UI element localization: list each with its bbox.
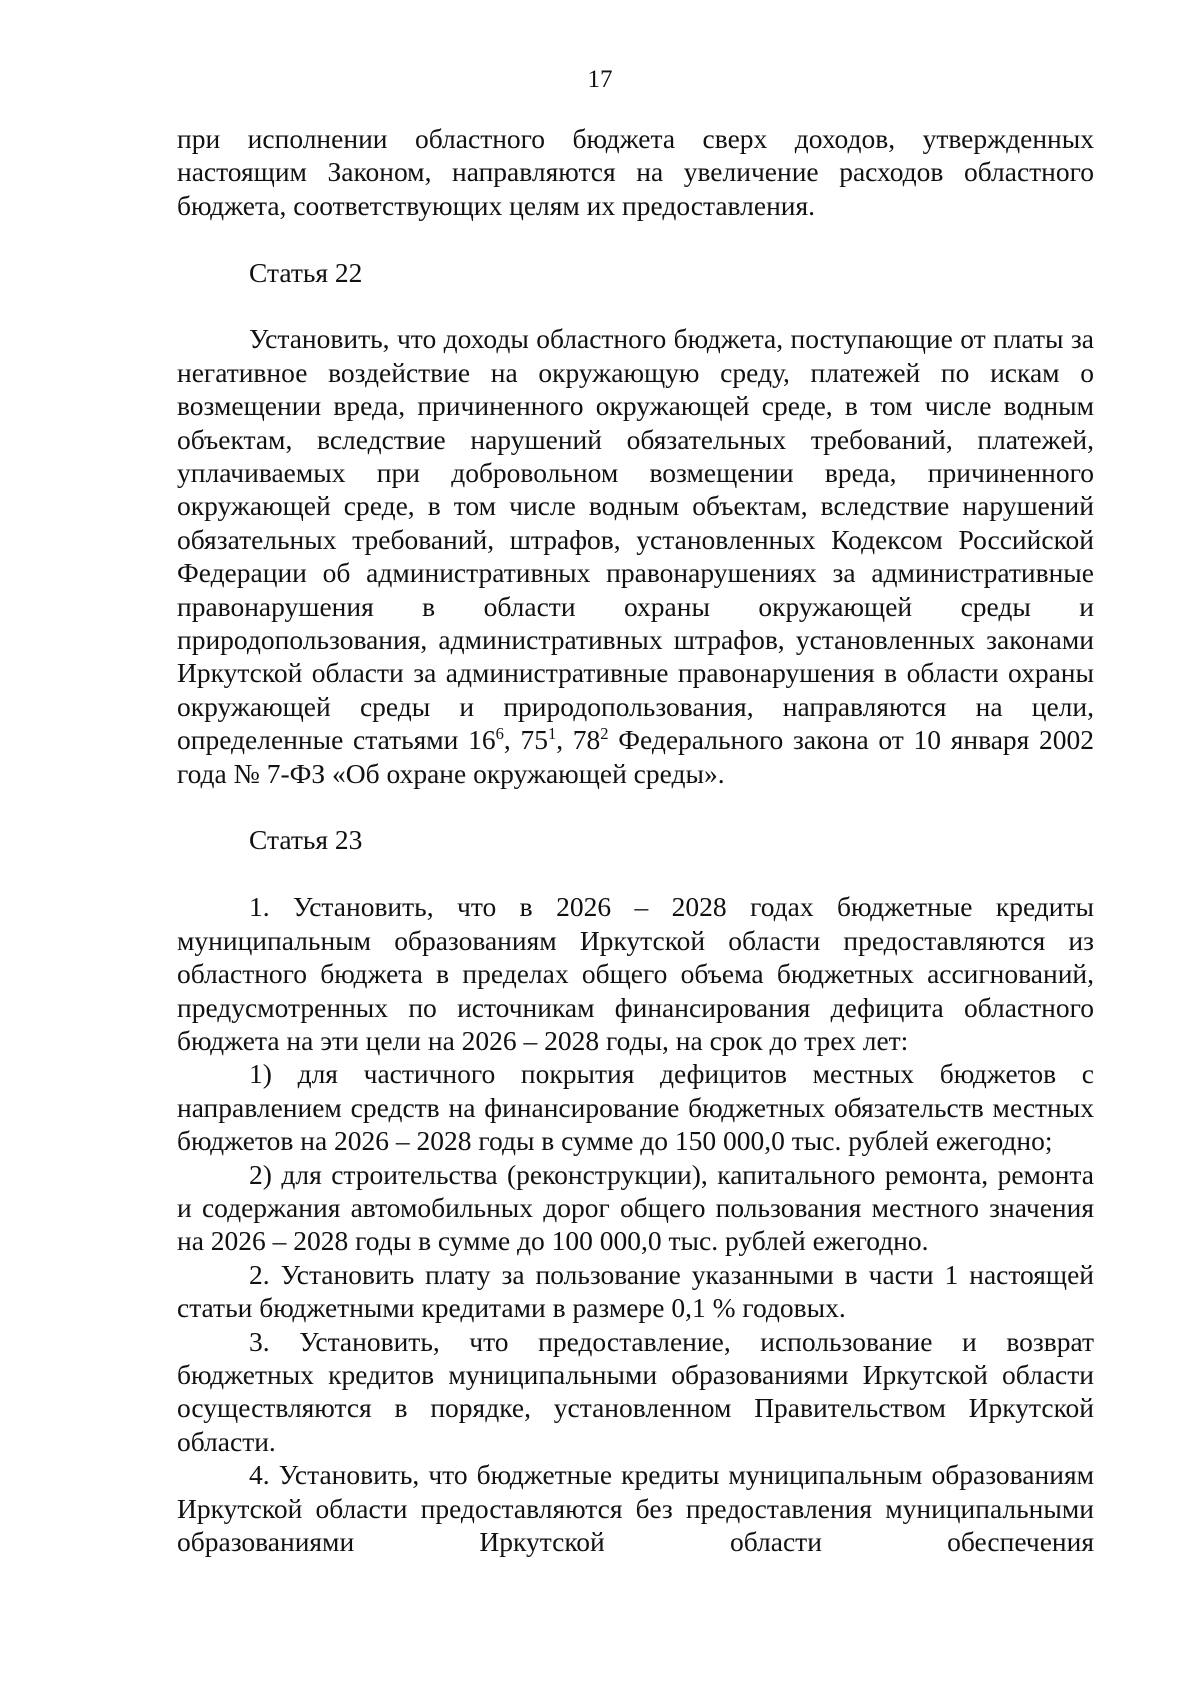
article-22-paragraph: Установить, что доходы областного бюджета, поступающие от платы за негативное воздействие на окружающую среду, платежей по искам о возмещении вреда, причиненного окружающей среде, в том числе водным объектам, вследствие нарушений обязательных требований, платежей, уплачиваемых при добровольном возмещении вреда, причиненного окружающей среде, в том числе водным объектам, вследствие нарушений обязательных требований, штрафов, установленных Кодексом Российской Федерации об административных правонарушениях за административные правонарушения в области охраны окружающей среды и природопользования, административных штрафов, установленных законами Иркутской области за административные правонарушения в области охраны окружающей среды и природопользования, направляются на цели, определенные статьями $16^6$, $75^1$, $78^2$ Федерального закона от 10 января 2002 года № 7-ФЗ «Об охране окружающей среды».	[177, 323, 1095, 789]
article-23-heading: Статья 23	[249, 824, 363, 856]
article-ref-75: $75^1$	[520, 724, 557, 756]
article-ref-78: $78^2$	[572, 724, 609, 756]
article-23-part-3: 3. Установить, что предоставление, использование и возврат бюджетных кредитов муниципальными образованиями Иркутской области осуществляются в порядке, установленном Правительством Иркутской области.	[177, 1325, 1094, 1457]
article-23-part-2: 2. Установить плату за пользование указанными в части 1 настоящей статьи бюджетными кредитами в размере 0,1 % годовых.	[177, 1258, 1094, 1324]
document-body	[177, 122, 1094, 1558]
article-23-part-1-item-2: 2) для строительства (реконструкции), капитального ремонта, ремонта и содержания автомобильных дорог общего пользования местного значения на 2026 – 2028 годы в сумме до 100 000,0 тыс. рублей ежегодно.	[177, 1158, 1094, 1257]
article-22-heading: Статья 22	[249, 256, 363, 288]
article-ref-16: $16^6$	[468, 724, 504, 756]
article-22-text-part2: Федерального закона от 10 января 2002 года № 7-ФЗ «Об охране окружающей среды».	[177, 724, 1095, 789]
article-22-text-part1: Установить, что доходы областного бюджета, поступающие от платы за негативное воздействие на окружающую среду, платежей по искам о возмещении вреда, причиненного окружающей среде, в том числе водным объектам, вследствие нарушений обязательных требований, платежей, уплачиваемых при добровольном возмещении вреда, причиненного окружающей среде, в том числе водным объектам, вследствие нарушений обязательных требований, штрафов, установленных Кодексом Российской Федерации об административных правонарушениях за административные правонарушения в области охраны окружающей среды и природопользования, административных штрафов, установленных законами Иркутской области за административные правонарушения в области охраны окружающей среды и природопользования, направляются на цели, определенные статьями	[177, 323, 1094, 756]
page-number: 17	[587, 66, 613, 93]
article-23-part-4: 4. Установить, что бюджетные кредиты муниципальным образованиям Иркутской области предоставляются без предоставления муниципальными образованиями Иркутской области обеспечения	[177, 1459, 1094, 1557]
article-23-part-1-item-1: 1) для частичного покрытия дефицитов местных бюджетов с направлением средств на финансирование бюджетных обязательств местных бюджетов на 2026 – 2028 годы в сумме до 150 000,0 тыс. рублей ежегодно;	[177, 1058, 1094, 1157]
continuation-paragraph: при исполнении областного бюджета сверх доходов, утвержденных настоящим Законом, направляются на увеличение расходов областного бюджета, соответствующих целям их предоставления.	[177, 123, 1094, 221]
article-23-part-1: 1. Установить, что в 2026 – 2028 годах бюджетные кредиты муниципальным образованиям Иркутской области предоставляются из областного бюджета в пределах общего объема бюджетных ассигнований, предусмотренных по источникам финансирования дефицита областного бюджета на эти цели на 2026 – 2028 годы, на срок до трех лет:	[177, 891, 1094, 1056]
